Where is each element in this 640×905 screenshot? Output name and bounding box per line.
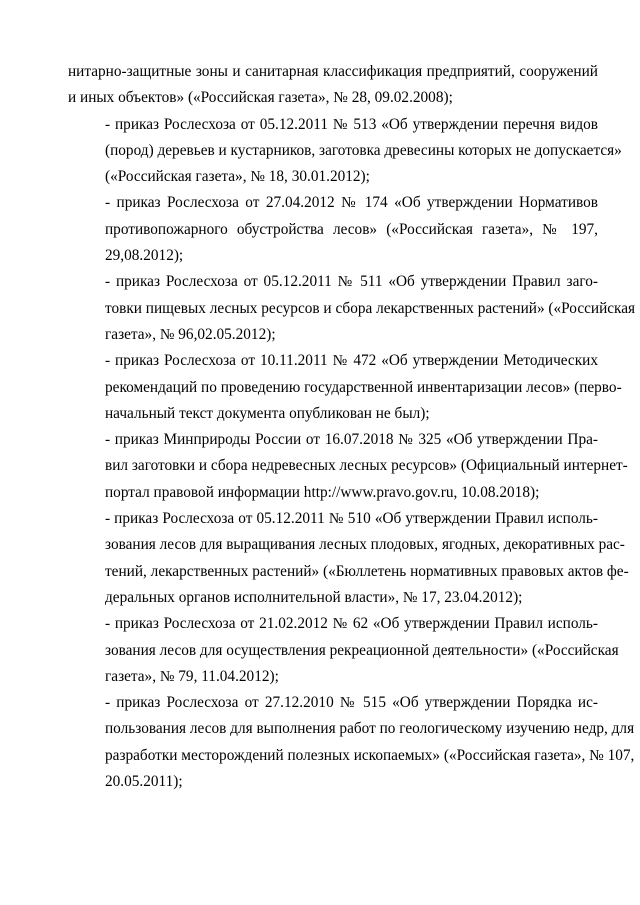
- intro-paragraph: [68, 59, 598, 112]
- text-line: тений, лекарственных растений» («Бюллетень нормативных правовых актов фе-: [105, 562, 629, 580]
- text-line: - приказ Рослесхоза от 10.11.2011 № 472 «Об утверждении Методических: [105, 352, 598, 370]
- list-item: [68, 427, 628, 506]
- text-line: - приказ Рослесхоза от 27.12.2010 № 515 «Об утверждении Порядка ис-: [105, 694, 598, 712]
- text-line: - приказ Минприроды России от 16.07.2018 № 325 «Об утверждении Пра-: [105, 431, 598, 449]
- list-item: [68, 348, 622, 427]
- text-line: - приказ Рослесхоза от 27.04.2012 № 174 «Об утверждении Нормативов: [105, 194, 598, 212]
- list-item: [68, 112, 622, 191]
- text-line: начальный текст документа опубликован не был);: [105, 404, 430, 422]
- text-line: нитарно-защитные зоны и санитарная классификация предприятий, сооружений: [68, 63, 598, 80]
- text-line: - приказ Рослесхоза от 05.12.2011 № 511 «Об утверждении Правил заго-: [105, 273, 598, 291]
- list-item: [68, 269, 636, 348]
- text-line: - приказ Рослесхоза от 05.12.2011 № 513 «Об утверждении перечня видов: [105, 115, 598, 133]
- text-line: 20.05.2011);: [105, 773, 183, 791]
- list-item: [68, 611, 619, 690]
- text-line: разработки месторождений полезных ископаемых» («Российская газета», № 107,: [105, 746, 635, 764]
- text-line: - приказ Рослесхоза от 05.12.2011 № 510 «Об утверждении Правил исполь-: [105, 510, 598, 528]
- list-item: [68, 506, 629, 611]
- text-line: - приказ Рослесхоза от 21.02.2012 № 62 «Об утверждении Правил исполь-: [105, 615, 598, 633]
- text-line: зования лесов для осуществления рекреационной деятельности» («Российская: [105, 641, 619, 659]
- list-item: [68, 190, 598, 269]
- text-line: («Российская газета», № 18, 30.01.2012);: [105, 168, 370, 186]
- text-line: вил заготовки и сбора недревесных лесных ресурсов» (Официальный интернет-: [105, 457, 628, 475]
- text-line: зования лесов для выращивания лесных плодовых, ягодных, декоративных рас-: [105, 536, 625, 554]
- text-line: противопожарного обустройства лесов» («Российская газета», № 197,: [105, 220, 598, 238]
- text-line: газета», № 79, 11.04.2012);: [105, 667, 279, 685]
- text-line: 29,08.2012);: [105, 247, 184, 265]
- text-line: газета», № 96,02.05.2012);: [105, 325, 276, 343]
- text-line: портал правовой информации http://www.pravo.gov.ru, 10.08.2018);: [105, 483, 540, 501]
- text-line: и иных объектов» («Российская газета», № 28, 09.02.2008);: [68, 89, 453, 107]
- text-line: (пород) деревьев и кустарников, заготовка древесины которых не допускается»: [105, 141, 622, 159]
- text-line: деральных органов исполнительной власти», № 17, 23.04.2012);: [105, 588, 523, 606]
- document-page: [68, 59, 636, 795]
- text-line: рекомендаций по проведению государственной инвентаризации лесов» (перво-: [105, 378, 622, 396]
- list-item: [68, 690, 635, 795]
- text-line: пользования лесов для выполнения работ по геологическому изучению недр, для: [105, 720, 635, 738]
- text-line: товки пищевых лесных ресурсов и сбора лекарственных растений» («Российская: [105, 299, 636, 317]
